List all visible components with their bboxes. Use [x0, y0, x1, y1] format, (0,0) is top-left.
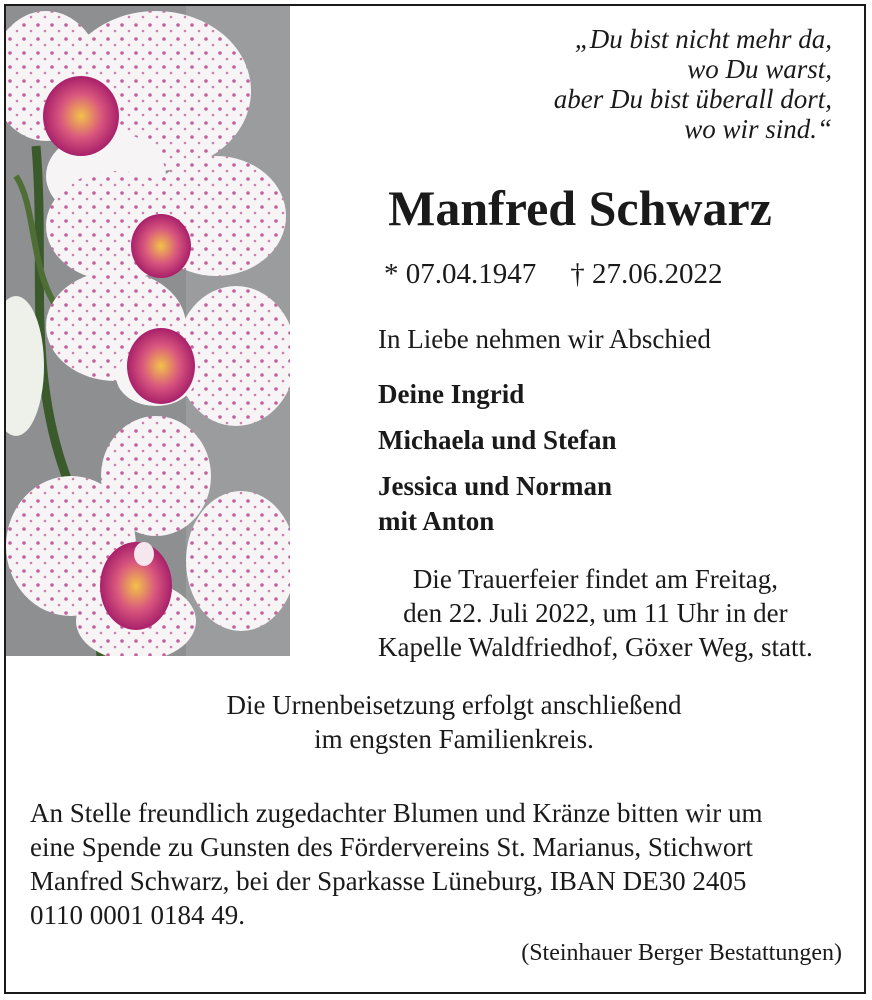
- life-dates: [384, 256, 723, 292]
- service-notice: [378, 562, 813, 664]
- birth-date: * 07.04.1947: [384, 258, 537, 290]
- deceased-name: Manfred Schwarz: [388, 180, 772, 236]
- orchid-illustration: [6, 6, 290, 656]
- mourner-line: Michaela und Stefan: [378, 425, 617, 455]
- orchid-photo: [6, 6, 290, 656]
- farewell-text: In Liebe nehmen wir Abschied: [378, 324, 711, 354]
- donation-line: 0110 0001 0184 49.: [30, 900, 245, 930]
- quote-line: wo wir sind.“: [684, 114, 832, 144]
- undertaker-credit: (Steinhauer Berger Bestattungen): [521, 940, 842, 966]
- quote-line: „Du bist nicht mehr da,: [574, 24, 832, 54]
- donation-line: eine Spende zu Gunsten des Fördervereins St. Marianus, Stichwort: [30, 832, 753, 862]
- service-line: den 22. Juli 2022, um 11 Uhr in der: [403, 598, 788, 628]
- quote-line: aber Du bist überall dort,: [553, 84, 832, 114]
- donation-line: An Stelle freundlich zugedachter Blumen und Kränze bitten wir um: [30, 798, 763, 828]
- donation-line: Manfred Schwarz, bei der Sparkasse Lüneburg, IBAN DE30 2405: [30, 866, 747, 896]
- urn-burial-notice: [0, 688, 872, 756]
- service-line: Die Trauerfeier findet am Freitag,: [412, 564, 778, 594]
- urn-line: im engsten Familienkreis.: [314, 724, 594, 754]
- donation-request: [30, 796, 850, 932]
- mourner-line: Jessica und Norman: [378, 471, 613, 501]
- mourner-line: Deine Ingrid: [378, 379, 525, 409]
- mourner-line: mit Anton: [378, 506, 495, 536]
- urn-line: Die Urnenbeisetzung erfolgt anschließend: [226, 690, 682, 720]
- quote-line: wo Du warst,: [687, 54, 832, 84]
- service-line: Kapelle Waldfriedhof, Göxer Weg, statt.: [378, 632, 813, 662]
- death-date: † 27.06.2022: [570, 258, 723, 290]
- memorial-quote: [412, 24, 832, 144]
